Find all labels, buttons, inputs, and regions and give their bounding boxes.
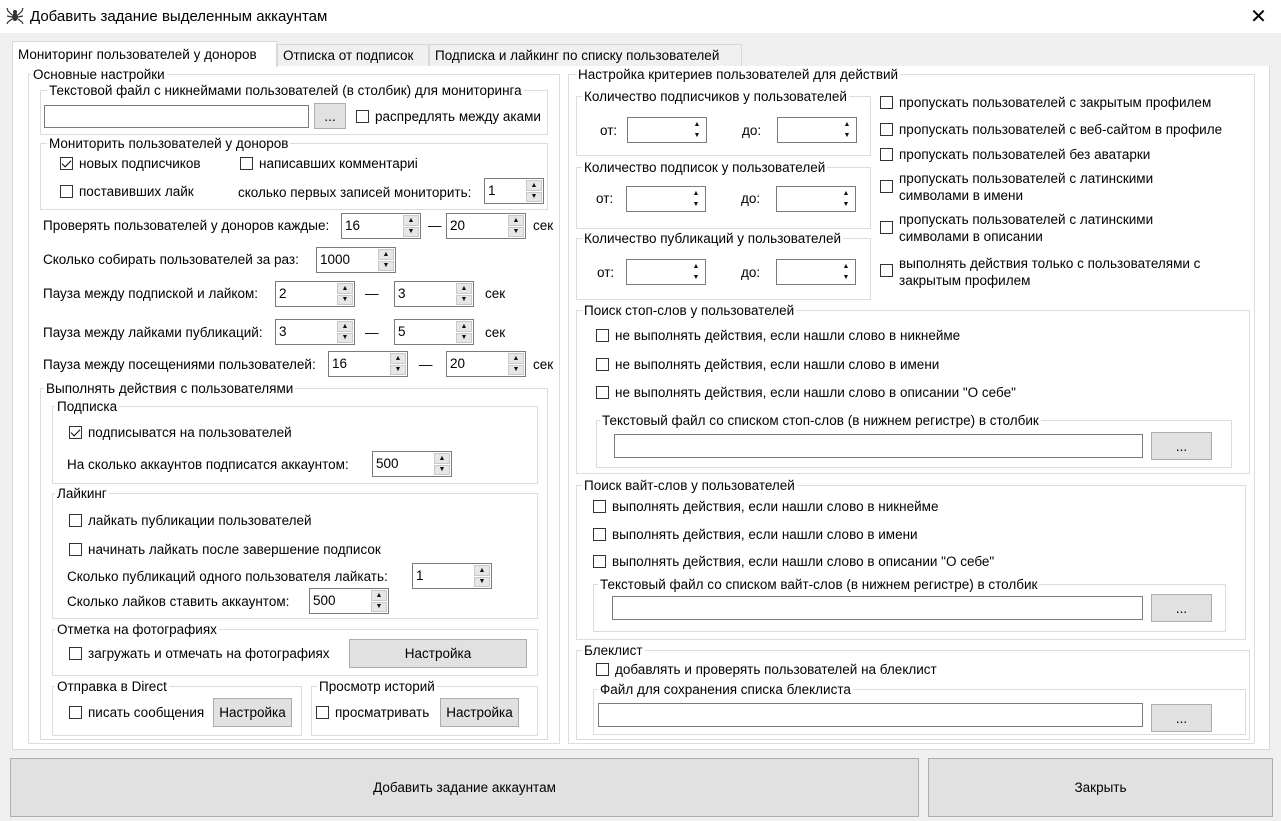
spin-down-icon[interactable]: ▼	[337, 333, 353, 344]
collect-count-label: Сколько собирать пользователей за раз:	[43, 252, 299, 267]
pause-follow-like-label: Пауза между подпиской и лайком:	[43, 286, 258, 301]
new-followers-checkbox[interactable]	[60, 157, 73, 170]
follow-count-label: На сколько аккаунтов подписатся аккаунтом:	[67, 457, 349, 472]
posts-to-stepper[interactable]	[776, 259, 856, 285]
stop-words-legend: Поиск стоп-слов у пользователей	[584, 303, 795, 318]
spin-up-icon[interactable]: ▲	[693, 120, 701, 128]
check-every-to-stepper[interactable]: 20 ▲ ▼	[446, 213, 526, 239]
collect-count-stepper[interactable]: 1000 ▲ ▼	[316, 247, 396, 273]
only-private-checkbox[interactable]	[880, 264, 893, 277]
tab-follow-like-list[interactable]: Подписка и лайкинг по списку пользователей	[429, 44, 742, 66]
commenters-checkbox[interactable]	[240, 157, 253, 170]
skip-latin-name-label-2: символами в имени	[899, 188, 1024, 203]
following-to-label: до:	[741, 191, 761, 206]
spin-up-icon[interactable]: ▲	[508, 215, 524, 226]
posts-per-user-stepper[interactable]: 1 ▲ ▼	[412, 563, 492, 589]
spin-up-icon[interactable]: ▲	[403, 215, 419, 226]
criteria-legend: Настройка критериев пользователей для действий	[578, 67, 899, 82]
spin-down-icon[interactable]: ▼	[842, 201, 850, 209]
close-button[interactable]: Закрыть	[928, 758, 1273, 817]
pause-follow-like-to-stepper[interactable]: 3 ▲ ▼	[394, 281, 474, 307]
stop-bio-label: не выполнять действия, если нашли слово в описании "О себе"	[615, 385, 1016, 400]
pause-visits-unit: сек	[533, 357, 554, 372]
blacklist-legend: Блеклист	[584, 643, 643, 658]
spin-down-icon[interactable]: ▼	[456, 295, 472, 306]
skip-no-avatar-checkbox[interactable]	[880, 148, 893, 161]
spin-up-icon[interactable]: ▲	[456, 321, 472, 332]
new-followers-label: новых подписчиков	[79, 156, 201, 171]
spider-icon	[6, 7, 24, 25]
white-nick-checkbox[interactable]	[593, 500, 606, 513]
following-from-label: от:	[596, 191, 614, 206]
follow-legend: Подписка	[57, 399, 118, 414]
skip-latin-name-label-1: пропускать пользователей с латинскими	[899, 171, 1154, 186]
stop-file-legend: Текстовый файл со списком стоп-слов (в нижнем регистре) в столбик	[602, 413, 1039, 428]
window-close-button[interactable]: ✕	[1250, 6, 1267, 28]
skip-website-checkbox[interactable]	[880, 123, 893, 136]
spin-up-icon[interactable]: ▲	[842, 189, 850, 197]
distribute-checkbox[interactable]	[356, 110, 369, 123]
likers-checkbox[interactable]	[60, 185, 73, 198]
stories-view-checkbox[interactable]	[316, 706, 329, 719]
tab-unfollow[interactable]: Отписка от подписок	[277, 44, 429, 66]
spin-up-icon[interactable]: ▲	[692, 262, 700, 270]
white-bio-checkbox[interactable]	[593, 555, 606, 568]
skip-latin-bio-checkbox[interactable]	[880, 221, 893, 234]
spin-down-icon[interactable]: ▼	[434, 465, 450, 476]
like-posts-checkbox[interactable]	[69, 514, 82, 527]
first-posts-stepper[interactable]: 1 ▲ ▼	[484, 178, 544, 204]
blacklist-file-input[interactable]	[598, 703, 1143, 727]
upload-tag-label: загружать и отмечать на фотографиях	[88, 646, 330, 661]
spin-down-icon[interactable]: ▼	[390, 365, 406, 376]
stop-name-label: не выполнять действия, если нашли слово в имени	[615, 357, 940, 372]
spin-down-icon[interactable]: ▼	[842, 274, 850, 282]
spin-up-icon[interactable]: ▲	[456, 283, 472, 294]
white-nick-label: выполнять действия, если нашли слово в никнейме	[612, 499, 939, 514]
blacklist-file-legend: Файл для сохранения списка блеклиста	[600, 682, 851, 697]
likers-label: поставивших лайк	[79, 184, 194, 199]
spin-down-icon[interactable]: ▼	[371, 602, 387, 613]
posts-count-legend: Количество публикаций у пользователей	[584, 231, 842, 246]
check-every-dash: —	[428, 218, 442, 233]
commenters-label: написавших комментариі	[259, 156, 418, 171]
photo-tags-legend: Отметка на фотографиях	[57, 622, 217, 637]
liking-legend: Лайкинг	[57, 486, 107, 501]
followers-from-stepper[interactable]	[627, 117, 707, 143]
white-browse-button[interactable]: ...	[1151, 594, 1212, 622]
title-bar	[0, 0, 1281, 33]
spin-down-icon[interactable]: ▼	[456, 333, 472, 344]
direct-write-label: писать сообщения	[88, 705, 205, 720]
spin-up-icon[interactable]: ▲	[434, 453, 450, 464]
nicknames-file-legend: Текстовой файл с никнеймами пользователей (в столбик) для мониторинга	[49, 83, 522, 98]
likes-per-account-label: Сколько лайков ставить аккаунтом:	[67, 594, 290, 609]
pause-likes-from-stepper[interactable]: 3 ▲ ▼	[275, 319, 355, 345]
pause-likes-dash: —	[365, 325, 379, 340]
pause-visits-label: Пауза между посещениями пользователей:	[43, 357, 316, 372]
stop-bio-checkbox[interactable]	[596, 386, 609, 399]
spin-up-icon[interactable]: ▲	[474, 565, 490, 576]
nicknames-browse-button[interactable]: ...	[314, 103, 346, 129]
like-after-checkbox[interactable]	[69, 543, 82, 556]
white-name-label: выполнять действия, если нашли слово в имени	[612, 527, 918, 542]
spin-down-icon[interactable]: ▼	[692, 274, 700, 282]
followers-to-label: до:	[742, 123, 762, 138]
white-words-legend: Поиск вайт-слов у пользователей	[584, 478, 795, 493]
white-bio-label: выполнять действия, если нашли слово в описании "О себе"	[612, 554, 995, 569]
follow-users-checkbox[interactable]	[69, 426, 82, 439]
stories-settings-button[interactable]: Настройка	[440, 698, 519, 727]
follow-count-stepper[interactable]: 500 ▲ ▼	[372, 451, 452, 477]
spin-down-icon[interactable]: ▼	[692, 201, 700, 209]
skip-website-label: пропускать пользователей с веб-сайтом в профиле	[899, 122, 1223, 137]
spin-up-icon[interactable]: ▲	[843, 120, 851, 128]
spin-up-icon[interactable]: ▲	[390, 353, 406, 364]
check-every-from-stepper[interactable]: 16 ▲ ▼	[341, 213, 421, 239]
blacklist-label: добавлять и проверять пользователей на блеклист	[615, 662, 937, 677]
stop-nick-label: не выполнять действия, если нашли слово в никнейме	[615, 328, 961, 343]
skip-latin-name-checkbox[interactable]	[880, 180, 893, 193]
spin-up-icon[interactable]: ▲	[371, 590, 387, 601]
spin-down-icon[interactable]: ▼	[508, 227, 524, 238]
blacklist-checkbox[interactable]	[596, 663, 609, 676]
check-every-unit: сек	[533, 218, 554, 233]
spin-up-icon[interactable]: ▲	[337, 321, 353, 332]
photo-tags-settings-button[interactable]: Настройка	[349, 639, 527, 668]
likes-per-account-stepper[interactable]: 500 ▲ ▼	[309, 588, 389, 614]
direct-write-checkbox[interactable]	[69, 706, 82, 719]
white-file-legend: Текстовый файл со списком вайт-слов (в нижнем регистре) в столбик	[600, 577, 1038, 592]
followers-to-stepper[interactable]	[777, 117, 857, 143]
spin-down-icon[interactable]: ▼	[337, 295, 353, 306]
skip-no-avatar-label: пропускать пользователей без аватарки	[899, 147, 1151, 162]
stop-browse-button[interactable]: ...	[1151, 432, 1212, 460]
spin-down-icon[interactable]: ▼	[378, 261, 394, 272]
tab-monitoring[interactable]: Мониторинг пользователей у доноров	[12, 41, 277, 67]
spin-up-icon[interactable]: ▲	[508, 353, 524, 364]
like-posts-label: лайкать публикации пользователей	[88, 513, 312, 528]
followers-from-label: от:	[600, 123, 618, 138]
pause-visits-from-stepper[interactable]: 16 ▲ ▼	[328, 351, 408, 377]
following-count-legend: Количество подписок у пользователей	[584, 160, 826, 175]
check-every-label: Проверять пользователей у доноров каждые:	[43, 218, 330, 233]
skip-private-label: пропускать пользователей с закрытым профилем	[899, 95, 1212, 110]
pause-follow-like-dash: —	[365, 286, 379, 301]
stories-legend: Просмотр историй	[319, 679, 435, 694]
pause-follow-like-unit: сек	[485, 286, 506, 301]
first-posts-label: сколько первых записей мониторить:	[238, 185, 472, 200]
only-private-label-1: выполнять действия только с пользователями с	[899, 256, 1201, 271]
basic-settings-legend: Основные настройки	[33, 67, 165, 82]
spin-up-icon[interactable]: ▲	[526, 180, 542, 191]
spin-up-icon[interactable]: ▲	[842, 262, 850, 270]
pause-visits-dash: —	[419, 357, 433, 372]
white-name-checkbox[interactable]	[593, 528, 606, 541]
stop-file-input[interactable]	[614, 434, 1143, 458]
like-after-label: начинать лайкать после завершение подписок	[88, 542, 381, 557]
monitor-donors-legend: Мониторить пользователей у доноров	[49, 136, 289, 151]
pause-likes-to-stepper[interactable]: 5 ▲ ▼	[394, 319, 474, 345]
spin-down-icon[interactable]: ▼	[474, 577, 490, 588]
spin-down-icon[interactable]: ▼	[693, 132, 701, 140]
direct-settings-button[interactable]: Настройка	[213, 698, 292, 727]
stories-view-label: просматривать	[335, 705, 430, 720]
upload-tag-checkbox[interactable]	[69, 647, 82, 660]
spin-down-icon[interactable]: ▼	[403, 227, 419, 238]
distribute-label: распредлять между аками	[375, 109, 541, 124]
posts-from-label: от:	[597, 265, 615, 280]
spin-up-icon[interactable]: ▲	[692, 189, 700, 197]
stop-name-checkbox[interactable]	[596, 358, 609, 371]
white-file-input[interactable]	[612, 596, 1143, 620]
pause-likes-label: Пауза между лайками публикаций:	[43, 325, 263, 340]
spin-up-icon[interactable]: ▲	[337, 283, 353, 294]
pause-visits-to-stepper[interactable]: 20 ▲ ▼	[446, 351, 526, 377]
following-from-stepper[interactable]	[626, 186, 706, 212]
skip-latin-bio-label-1: пропускать пользователей с латинскими	[899, 212, 1154, 227]
follow-users-label: подписыватся на пользователей	[88, 425, 292, 440]
pause-likes-unit: сек	[485, 325, 506, 340]
only-private-label-2: закрытым профилем	[899, 273, 1031, 288]
direct-legend: Отправка в Direct	[57, 679, 167, 694]
posts-to-label: до:	[741, 265, 761, 280]
followers-count-legend: Количество подписчиков у пользователей	[584, 89, 847, 104]
spin-down-icon[interactable]: ▼	[526, 192, 542, 203]
stop-nick-checkbox[interactable]	[596, 329, 609, 342]
nicknames-file-input[interactable]	[44, 105, 309, 128]
blacklist-browse-button[interactable]: ...	[1151, 704, 1212, 732]
window-title: Добавить задание выделенным аккаунтам	[30, 8, 328, 25]
spin-down-icon[interactable]: ▼	[508, 365, 524, 376]
posts-per-user-label: Сколько публикаций одного пользователя лайкать:	[67, 569, 388, 584]
spin-up-icon[interactable]: ▲	[378, 249, 394, 260]
add-task-button[interactable]: Добавить задание аккаунтам	[10, 758, 919, 817]
pause-follow-like-from-stepper[interactable]: 2 ▲ ▼	[275, 281, 355, 307]
posts-from-stepper[interactable]	[626, 259, 706, 285]
skip-private-checkbox[interactable]	[880, 96, 893, 109]
actions-legend: Выполнять действия с пользователями	[46, 381, 294, 396]
following-to-stepper[interactable]	[776, 186, 856, 212]
skip-latin-bio-label-2: символами в описании	[899, 229, 1043, 244]
spin-down-icon[interactable]: ▼	[843, 132, 851, 140]
